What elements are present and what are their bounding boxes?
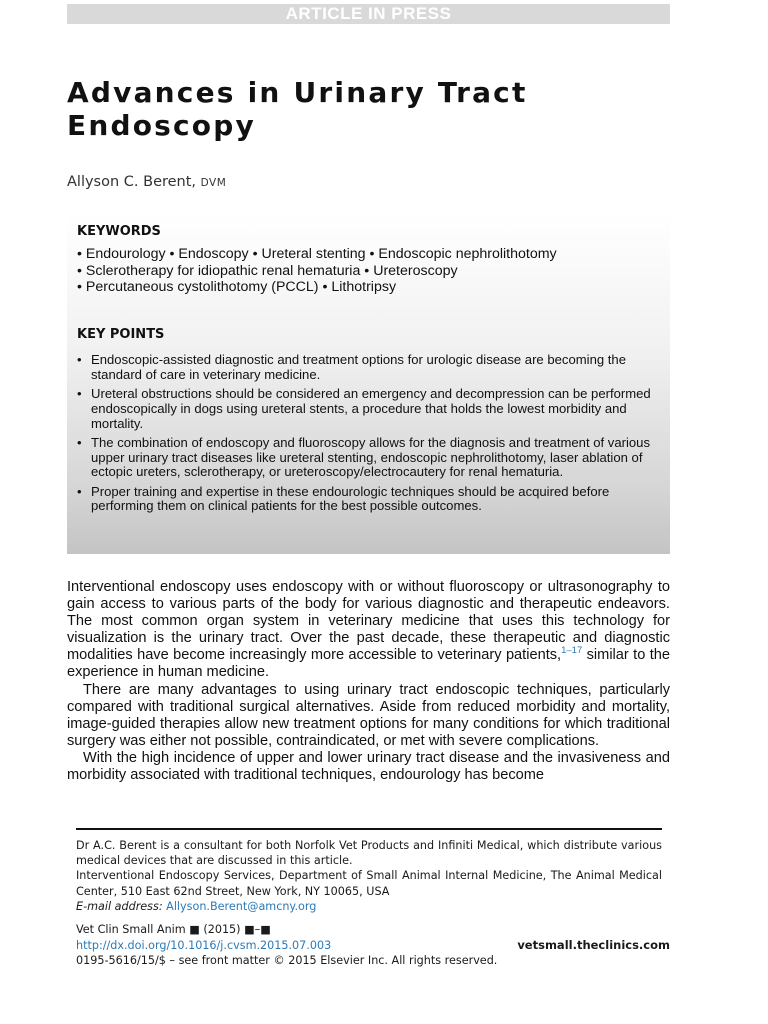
affiliation-note: Interventional Endoscopy Services, Department of Small Animal Internal Medicine, The Animal Medical Center, 510 East 62nd Street, New York, NY 10065, USA	[76, 869, 662, 898]
keywords-line: • Percutaneous cystolithotomy (PCCL) • Lithotripsy	[77, 279, 397, 296]
email-label: E-mail address:	[76, 899, 163, 913]
key-point-item	[77, 436, 657, 480]
author-line	[67, 174, 226, 190]
keywords-keypoints-box	[67, 214, 670, 554]
keywords-line: • Sclerotherapy for idiopathic renal hematuria • Ureteroscopy	[77, 262, 458, 279]
author-name: Allyson C. Berent,	[67, 174, 197, 190]
key-point-text: Ureteral obstructions should be considered an emergency and decompression can be performed endoscopically in dogs using ureteral stents, a procedure that holds the lowest morbidity and mortality.	[91, 385, 651, 431]
body-paragraph	[67, 579, 670, 682]
key-point-item	[77, 485, 657, 515]
keywords-line: • Endourology • Endoscopy • Ureteral stenting • Endoscopic nephrolithotomy	[77, 246, 557, 262]
key-point-text: The combination of endoscopy and fluoroscopy allows for the diagnosis and treatment of various upper urinary tract diseases like ureteral stenting, endoscopic nephrolithotomy, laser ablation of ectopic ureters, sclerotherapy, or ureteroscopy/electrocautery for renal hematuria.	[91, 434, 650, 480]
journal-website[interactable]: vetsmall.theclinics.com	[517, 937, 670, 952]
body-paragraph: There are many advantages to using urinary tract endoscopic techniques, particularly compared with traditional surgical alternatives. Aside from reduced morbidity and mortality, image-guided therapies allow new treatment options for many conditions for which traditional surgery was either not possible, contraindicated, or met with severe complications.	[67, 681, 670, 749]
body-text-segment: similar to the experience in human medicine.	[67, 647, 670, 681]
body-text-segment: Interventional endoscopy uses endoscopy with or without fluoroscopy or ultrasonography to gain access to various parts of the body for various diagnostic and therapeutic endeavors. The most common organ system in veterinary medicine that uses this technology for visualization is the urinary tract. Over the past decade, these therapeutic and diagnostic modalities have become increasingly more accessible to veterinary patients,	[67, 579, 670, 664]
reference-link[interactable]: 1–17	[561, 645, 583, 657]
email-line	[76, 899, 662, 914]
bullet-icon: •	[77, 483, 82, 499]
doi-link[interactable]: http://dx.doi.org/10.1016/j.cvsm.2015.07.003	[76, 938, 332, 952]
bullet-icon: •	[77, 352, 82, 367]
journal-info	[76, 922, 670, 969]
article-title	[67, 76, 667, 142]
article-body	[67, 579, 670, 784]
title-line-1: Advances in Urinary Tract	[67, 76, 528, 109]
disclosure-note: Dr A.C. Berent is a consultant for both Norfolk Vet Products and Infiniti Medical, which distribute various medical devices that are discussed in this article.	[76, 839, 662, 868]
key-points-list	[77, 353, 657, 519]
key-point-item	[77, 387, 657, 431]
key-point-text: Proper training and expertise in these endourologic techniques should be acquired before performing them on clinical patients for the best possible outcomes.	[91, 483, 610, 514]
footnote-divider	[76, 828, 662, 830]
footnote-block	[76, 838, 662, 914]
bullet-icon: •	[77, 385, 82, 401]
copyright-line: 0195-5616/15/$ – see front matter © 2015 Elsevier Inc. All rights reserved.	[76, 954, 498, 967]
title-line-2: Endoscopy	[67, 109, 256, 142]
citation-line: Vet Clin Small Anim ■ (2015) ■–■	[76, 923, 271, 936]
body-paragraph: With the high incidence of upper and lower urinary tract disease and the invasiveness and morbidity associated with traditional techniques, endourology has become	[67, 749, 670, 784]
keywords-heading: KEYWORDS	[77, 224, 161, 239]
key-points-heading: KEY POINTS	[77, 327, 165, 342]
key-point-item	[77, 353, 657, 383]
key-point-text: Endoscopic-assisted diagnostic and treatment options for urologic disease are becoming the standard of care in veterinary medicine.	[91, 352, 626, 382]
keywords-list	[77, 246, 662, 296]
bullet-icon: •	[77, 434, 82, 450]
author-degree: DVM	[200, 177, 227, 189]
email-link[interactable]: Allyson.Berent@amcny.org	[166, 899, 317, 913]
article-in-press-banner: ARTICLE IN PRESS	[67, 4, 670, 24]
doi-row	[76, 938, 670, 954]
